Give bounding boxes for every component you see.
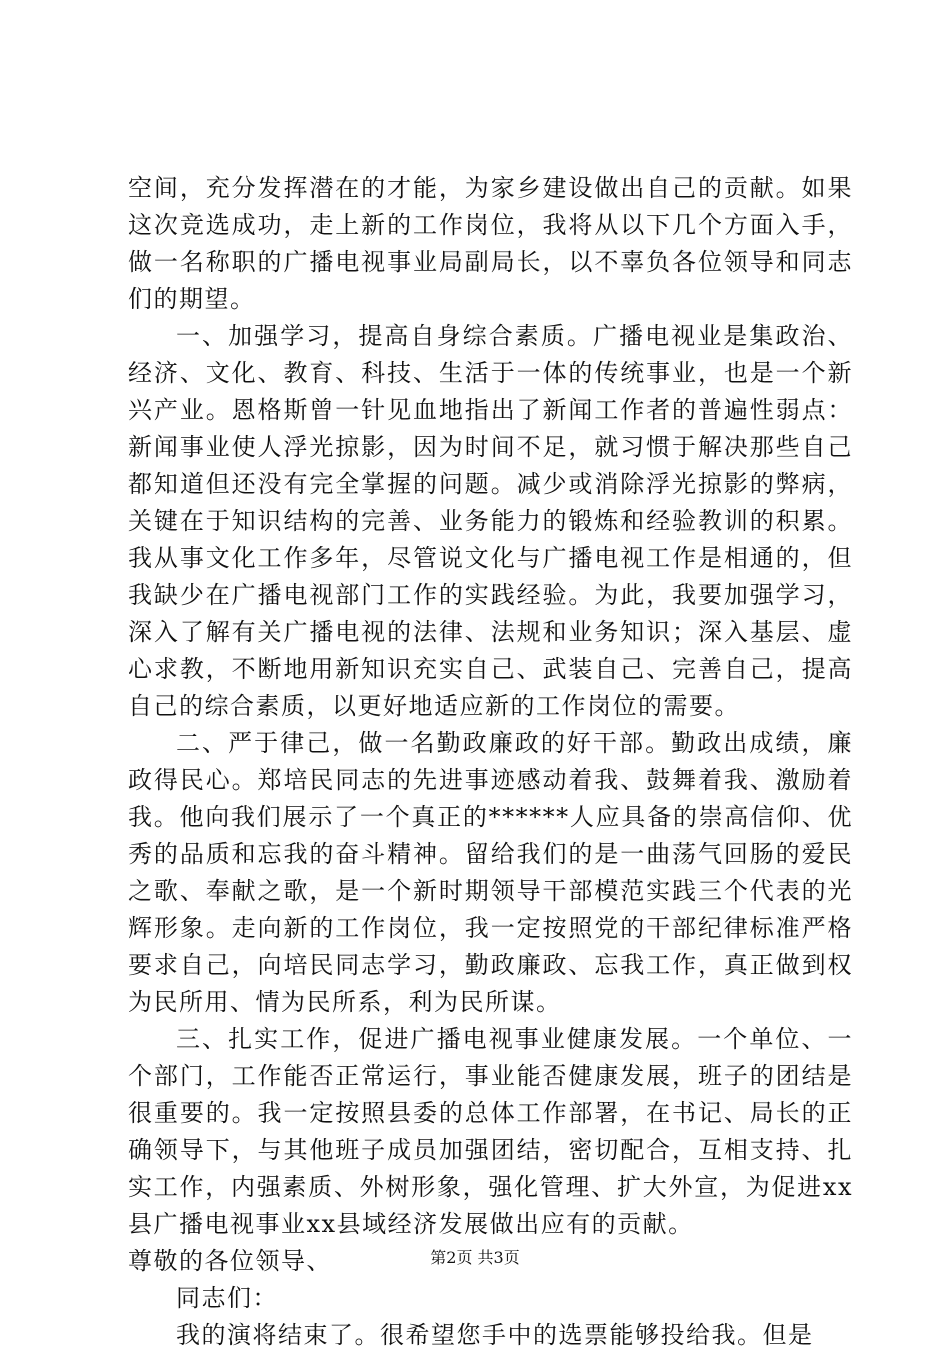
- document-body: [128, 170, 853, 1354]
- paragraph-continuation: 空间，充分发挥潜在的才能，为家乡建设做出自己的贡献。如果这次竞选成功，走上新的工作岗位，我将从以下几个方面入手，做一名称职的广播电视事业局副局长，以不辜负各位领导和同志们的期望。: [128, 174, 853, 313]
- paragraph-section-one: 一、加强学习，提高自身综合素质。广播电视业是集政治、经济、文化、教育、科技、生活于一体的传统事业，也是一个新兴产业。恩格斯曾一针见血地指出了新闻工作者的普遍性弱点：新闻事业使人浮光掠影，因为时间不足，就习惯于解决那些自己都知道但还没有完全掌握的问题。减少或消除浮光掠影的弊病，关键在于知识结构的完善、业务能力的锻炼和经验教训的积累。我从事文化工作多年，尽管说文化与广播电视工作是相通的，但我缺少在广播电视部门工作的实践经验。为此，我要加强学习，深入了解有关广播电视的法律、法规和业务知识；深入基层、虚心求教，不断地用新知识充实自己、武装自己、完善自己，提高自己的综合素质，以更好地适应新的工作岗位的需要。: [128, 322, 853, 720]
- page-number-footer: 第2页 共3页: [430, 1248, 520, 1267]
- paragraph-salutation-line2: 同志们：: [176, 1284, 278, 1312]
- paragraph-section-three: 三、扎实工作，促进广播电视事业健康发展。一个单位、一个部门，工作能否正常运行，事业能否健康发展，班子的团结是很重要的。我一定按照县委的总体工作部署，在书记、局长的正确领导下，与其他班子成员加强团结，密切配合，互相支持、扎实工作，内强素质、外树形象，强化管理、扩大外宣，为促进xx县广播电视事业xx县域经济发展做出应有的贡献。: [128, 1025, 853, 1238]
- paragraph-section-two: 二、严于律己，做一名勤政廉政的好干部。勤政出成绩，廉政得民心。郑培民同志的先进事迹感动着我、鼓舞着我、激励着我。他向我们展示了一个真正的******人应具备的崇高信仰、优秀的品质和忘我的奋斗精神。留给我们的是一曲荡气回肠的爱民之歌、奉献之歌，是一个新时期领导干部模范实践三个代表的光辉形象。走向新的工作岗位，我一定按照党的干部纪律标准严格要求自己，向培民同志学习，勤政廉政、忘我工作，真正做到权为民所用、情为民所系，利为民所谋。: [128, 729, 853, 1016]
- paragraph-closing: 我的演将结束了。很希望您手中的选票能够投给我。但是: [176, 1321, 814, 1349]
- paragraph-salutation-line1: 尊敬的各位领导、: [128, 1247, 332, 1275]
